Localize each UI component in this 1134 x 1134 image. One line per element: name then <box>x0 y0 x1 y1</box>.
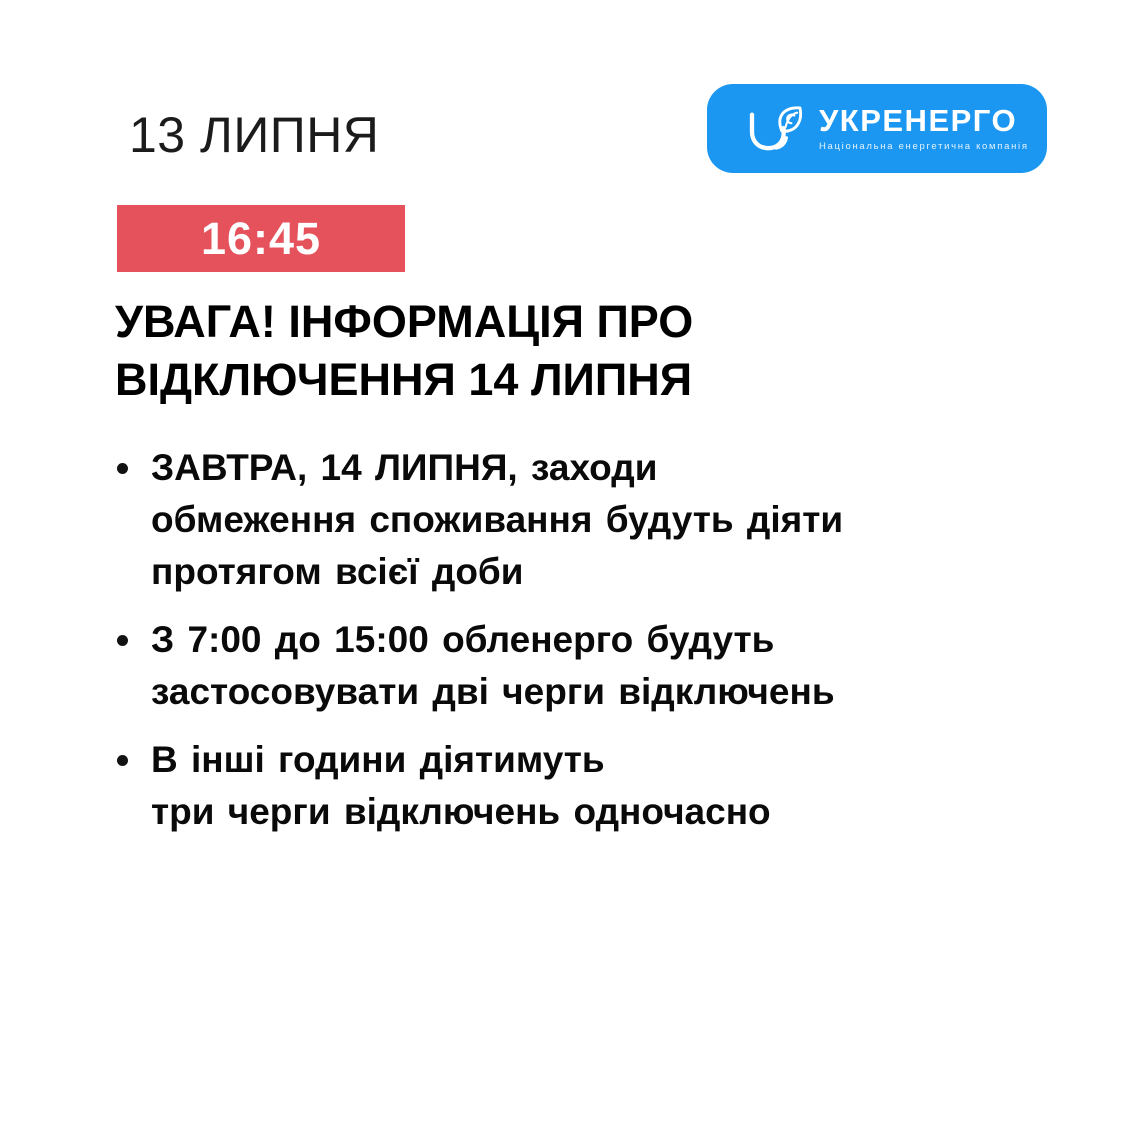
bullet-text-line: З 7:00 до 15:00 обленерго будуть <box>151 619 775 660</box>
post-date: 13 ЛИПНЯ <box>129 107 380 163</box>
logo-tagline: Національна енергетична компанія <box>819 141 1029 153</box>
bullet-text-line: застосовувати дві черги відключень <box>151 671 835 712</box>
post-time: 16:45 <box>200 213 322 264</box>
logo-company-name: УКРЕНЕРГО <box>819 103 1018 139</box>
bullet-text-line: ЗАВТРА, 14 ЛИПНЯ, заходи <box>151 447 658 488</box>
ukrenergo-logo <box>707 84 1047 173</box>
time-banner <box>117 205 405 272</box>
list-item <box>117 614 843 718</box>
bullet-text-line: протягом всієї доби <box>151 551 524 592</box>
logo-text-block <box>819 105 1029 152</box>
heading-line-2: ВІДКЛЮЧЕННЯ 14 ЛИПНЯ <box>115 354 693 405</box>
bullet-icon <box>117 463 128 474</box>
bullet-text <box>151 734 843 838</box>
bullet-text-line: три черги відключень одночасно <box>151 791 771 832</box>
bullet-icon <box>117 755 128 766</box>
ukrenergo-leaf-icon <box>747 105 805 153</box>
bullet-text <box>151 442 843 598</box>
bullet-list <box>117 442 843 854</box>
bullet-text-line: В інші години діятимуть <box>151 739 605 780</box>
list-item <box>117 442 843 598</box>
heading-line-1: УВАГА! ІНФОРМАЦІЯ ПРО <box>115 296 694 347</box>
bullet-icon <box>117 635 128 646</box>
page-title <box>115 293 693 409</box>
bullet-text <box>151 614 843 718</box>
list-item <box>117 734 843 838</box>
bullet-text-line: обмеження споживання будуть діяти <box>151 499 844 540</box>
